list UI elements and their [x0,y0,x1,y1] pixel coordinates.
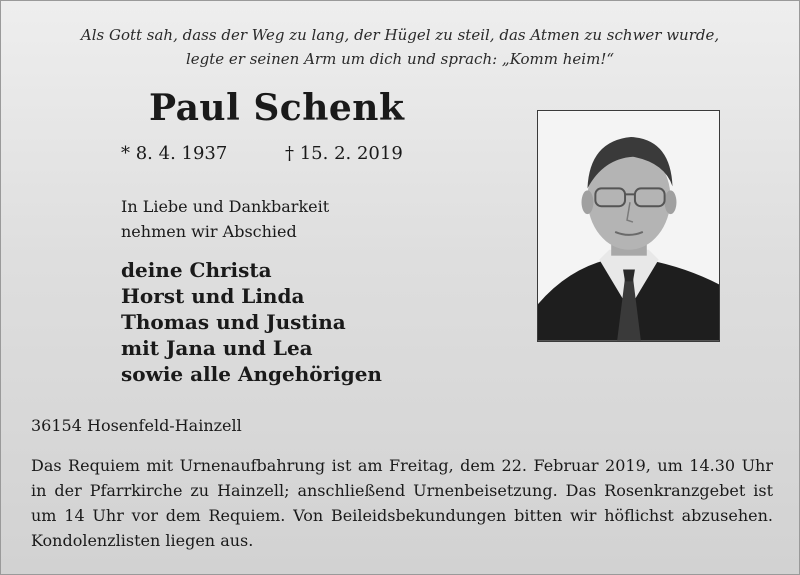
mourner-line: mit Jana und Lea [121,336,313,360]
service-details: Das Requiem mit Urnenaufbahrung ist am Freitag, dem 22. Februar 2019, um 14.30 Uhr in der Pfarrkirche zu Hainzell; anschließend Urnenbeisetzung. Das Rosenkranzgebet ist um 14 Uhr vor dem Requiem. Von Beileidsbekundungen bitten wir höflichst abzusehen. Kondolenzlisten liegen aus. [31,456,773,550]
memorial-quote [1,23,799,71]
mourner-line: Thomas und Justina [121,310,346,334]
farewell-text [121,194,329,244]
death-date: † 15. 2. 2019 [285,143,403,164]
portrait-photo [537,110,720,342]
quote-line-2: legte er seinen Arm um dich und sprach: „Komm heim!“ [185,50,615,68]
mourner-line: deine Christa [121,258,272,282]
portrait-icon [538,111,719,341]
birth-date: * 8. 4. 1937 [121,143,228,164]
farewell-line: nehmen wir Abschied [121,222,297,241]
place-of-residence: 36154 Hosenfeld-Hainzell [31,416,242,435]
mourner-line: Horst und Linda [121,284,305,308]
mourner-line: sowie alle Angehörigen [121,362,382,386]
quote-line-1: Als Gott sah, dass der Weg zu lang, der Hügel zu steil, das Atmen zu schwer wurde, [80,26,720,44]
farewell-line: In Liebe und Dankbarkeit [121,197,330,216]
mourners-list [121,257,382,387]
deceased-name: Paul Schenk [149,87,405,129]
